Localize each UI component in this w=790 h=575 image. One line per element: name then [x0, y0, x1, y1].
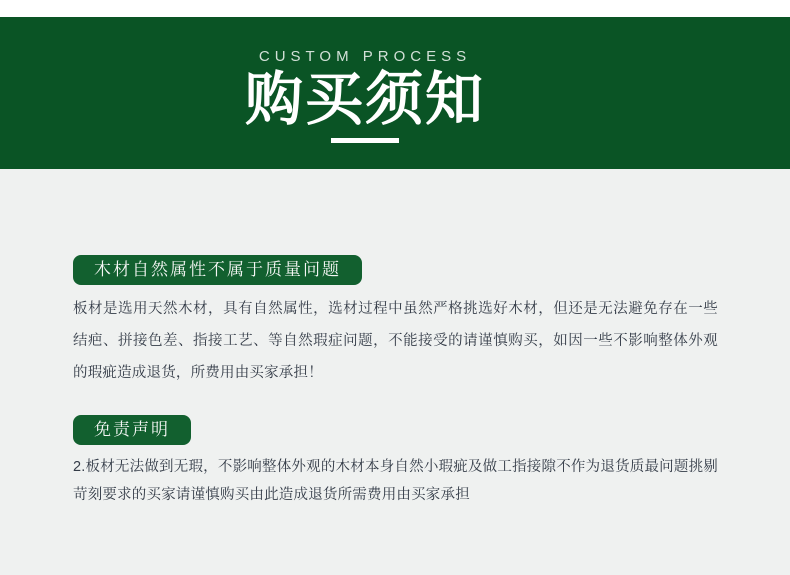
hero-subtitle: CUSTOM PROCESS [258, 48, 472, 65]
page-title: 购买须知 [244, 67, 485, 132]
hero-banner [0, 17, 790, 169]
hero-content [0, 48, 730, 143]
section-body-text: 2.板材无法做到无瑕，不影响整体外观的木材本身自然小瑕疵及做工指接隙不作为退货质最问题挑剔苛刻要求的买家请谨慎购买由此造成退货所需费用由买家承担 [73, 459, 718, 503]
section-disclaimer [73, 389, 718, 509]
section-body-text: 板材是选用天然木材，具有自然属性，选材过程中虽然严格挑选好木材，但还是无法避免存在一些结疤、拼接色差、指接工艺、等自然瑕症问题，不能接受的请谨慎购买，如因一些不影响整体外观的瑕疵造成退货，所费用由买家承担！ [73, 301, 718, 381]
title-underline [331, 138, 399, 143]
section-wood-natural-properties [73, 169, 718, 389]
top-white-strip [0, 0, 790, 17]
section-badge: 免责声明 [73, 415, 191, 445]
notice-content [0, 169, 790, 509]
section-badge: 木材自然属性不属于质量问题 [73, 255, 362, 285]
